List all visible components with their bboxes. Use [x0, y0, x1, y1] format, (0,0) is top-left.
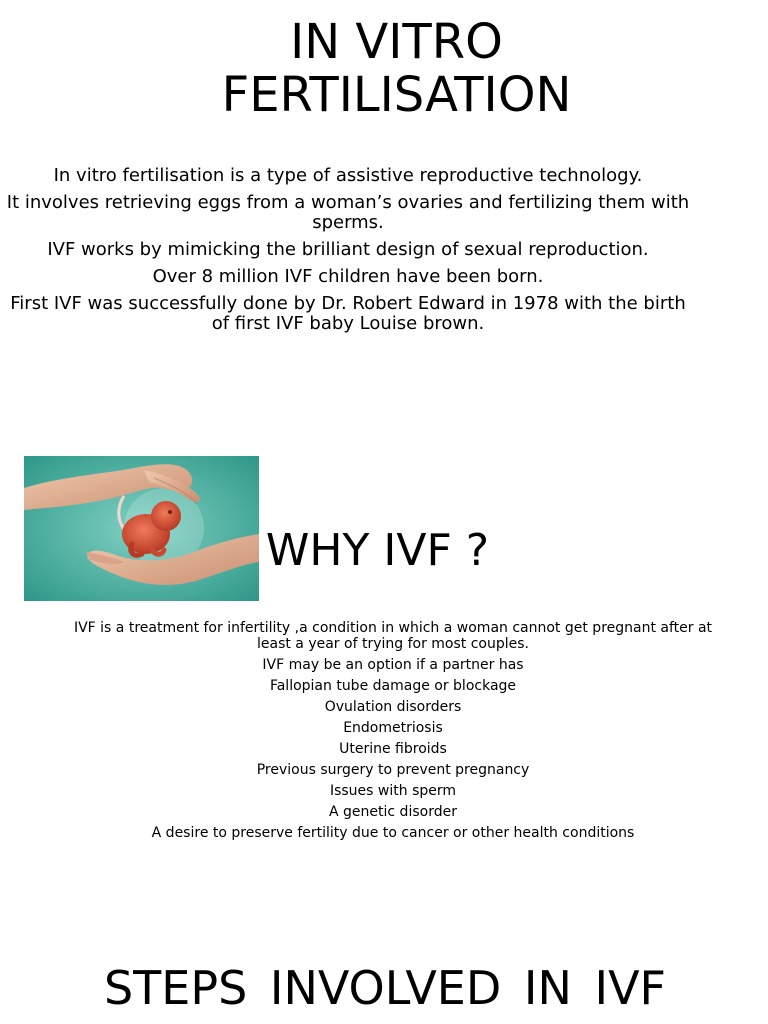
list-item: A desire to preserve fertility due to cancer or other health conditions [151, 824, 635, 841]
intro-paragraph: It involves retrieving eggs from a woman’s ovaries and fertilizing them with sperms. [6, 192, 690, 233]
list-item: Uterine fibroids [339, 740, 447, 757]
list-item: IVF is a treatment for infertility ,a condition in which a woman cannot get pregnant after at least a year of trying for most couples. [73, 620, 713, 652]
steps-heading: STEPS INVOLVED IN IVF [103, 961, 666, 1015]
list-item: Fallopian tube damage or blockage [269, 677, 517, 694]
title-line-1: IN VITRO [290, 14, 503, 70]
list-item: Ovulation disorders [324, 698, 462, 715]
intro-paragraph: Over 8 million IVF children have been born. [152, 266, 544, 287]
list-item: IVF may be an option if a partner has [262, 656, 524, 673]
title-line-2: FERTILISATION [221, 67, 572, 123]
list-item: Endometriosis [343, 719, 443, 736]
list-item: Previous surgery to prevent pregnancy [256, 761, 530, 778]
intro-section [0, 166, 696, 341]
intro-paragraph: IVF works by mimicking the brilliant design of sexual reproduction. [47, 239, 649, 260]
intro-paragraph: First IVF was successfully done by Dr. Robert Edward in 1978 with the birth of first IVF baby Louise brown. [10, 293, 686, 334]
why-ivf-heading: WHY IVF ? [265, 525, 490, 576]
why-ivf-list [64, 621, 722, 847]
list-item: Issues with sperm [329, 782, 457, 799]
list-item: A genetic disorder [329, 803, 457, 820]
intro-paragraph: In vitro fertilisation is a type of assistive reproductive technology. [53, 165, 643, 186]
page-title [0, 16, 768, 122]
